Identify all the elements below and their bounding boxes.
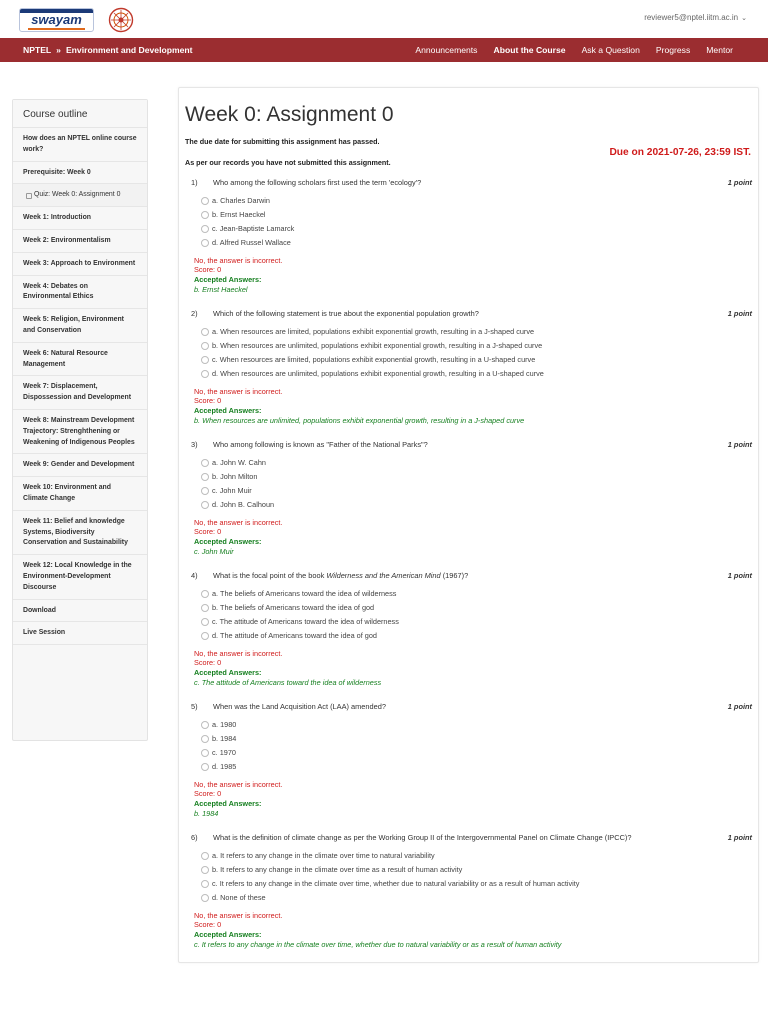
option-a[interactable] [201,196,270,205]
option-a[interactable] [201,458,266,467]
option-c[interactable] [201,617,399,626]
option-b[interactable] [201,603,374,612]
radio-button[interactable] [201,356,209,364]
accepted-answers-label: Accepted Answers: [194,799,262,808]
course-outline-sidebar [12,99,148,741]
option-label: c. When resources are limited, populations exhibit exponential growth, resulting in a U-shaped curve [212,355,536,364]
option-b[interactable] [201,865,462,874]
nav-progress[interactable]: Progress [655,45,691,55]
score-text: Score: 0 [194,920,222,929]
option-a[interactable] [201,327,534,336]
accepted-answers-label: Accepted Answers: [194,668,262,677]
option-d[interactable] [201,369,544,378]
sidebar-item-week-5[interactable]: Week 5: Religion, Environment and Conservation [13,309,147,343]
sidebar-item-week-1[interactable]: Week 1: Introduction [13,207,147,230]
option-label: a. When resources are limited, populations exhibit exponential growth, resulting in a J-shaped curve [212,327,535,336]
score-text: Score: 0 [194,789,222,798]
option-b[interactable] [201,210,266,219]
book-title: Wilderness and the American Mind [326,571,441,580]
accepted-answers-label: Accepted Answers: [194,275,262,284]
question-number: 4) [191,571,198,580]
option-label: a. 1980 [212,720,237,729]
option-c[interactable] [201,486,252,495]
question-text [191,702,386,711]
sidebar-item-week-8[interactable]: Week 8: Mainstream Development Trajectory: Strenghthening or Weakening of Indigenous Peoples [13,410,147,454]
radio-button[interactable] [201,197,209,205]
option-d[interactable] [201,893,266,902]
question-points: 1 point [727,440,752,449]
sidebar-title: Course outline [13,100,147,128]
radio-button[interactable] [201,590,209,598]
nav-links [415,38,733,62]
question-points: 1 point [727,702,752,711]
radio-button[interactable] [201,211,209,219]
course-navbar [0,38,768,62]
option-label: b. Ernst Haeckel [212,210,266,219]
option-label: a. John W. Cahn [212,458,266,467]
accepted-answer: b. When resources are unlimited, populations exhibit exponential growth, resulting in a J-shaped curve [194,416,525,425]
question-prompt: When was the Land Acquisition Act (LAA) amended? [213,702,386,711]
question-prompt [213,571,468,580]
radio-button[interactable] [201,370,209,378]
radio-button[interactable] [201,632,209,640]
question-points: 1 point [727,833,752,842]
question-prompt-start: What is the focal point of the book [213,571,327,580]
swayam-logo[interactable] [19,8,94,32]
radio-button[interactable] [201,852,209,860]
option-c[interactable] [201,748,236,757]
score-text: Score: 0 [194,658,222,667]
question-number: 6) [191,833,198,842]
radio-button[interactable] [201,894,209,902]
nav-ask-question[interactable]: Ask a Question [581,45,640,55]
option-a[interactable] [201,851,435,860]
option-a[interactable] [201,589,396,598]
question-prompt: What is the definition of climate change as per the Working Group II of the Intergovernmental Panel on Climate Change (IPCC)? [213,833,632,842]
radio-button[interactable] [201,866,209,874]
nptel-emblem-icon[interactable] [108,7,134,33]
radio-button[interactable] [201,604,209,612]
accepted-answers-label: Accepted Answers: [194,406,262,415]
user-email: reviewer5@nptel.iitm.ac.in [644,13,739,22]
accepted-answer: c. John Muir [194,547,234,556]
sidebar-item-how-nptel-works[interactable]: How does an NPTEL online course work? [13,128,147,162]
sidebar-item-week-3[interactable]: Week 3: Approach to Environment [13,253,147,276]
incorrect-feedback: No, the answer is incorrect. [194,256,283,265]
question-text [191,571,468,580]
question-prompt: Who among the following scholars first used the term 'ecology'? [213,178,422,187]
option-c[interactable] [201,224,294,233]
option-c[interactable] [201,355,535,364]
user-menu[interactable] [644,13,747,22]
accepted-answer: c. The attitude of Americans toward the idea of wilderness [194,678,382,687]
breadcrumb-nptel[interactable]: NPTEL [23,45,52,55]
breadcrumb [23,38,193,62]
option-c[interactable] [201,879,579,888]
incorrect-feedback: No, the answer is incorrect. [194,780,283,789]
score-text: Score: 0 [194,265,222,274]
question-points: 1 point [727,178,752,187]
option-label: c. 1970 [212,748,236,757]
radio-button[interactable] [201,763,209,771]
sidebar-item-week-11[interactable]: Week 11: Belief and knowledge Systems, Biodiversity Conservation and Sustainability [13,511,147,555]
accepted-answers-label: Accepted Answers: [194,537,262,546]
score-text: Score: 0 [194,396,222,405]
sidebar-item-prerequisite-week-0[interactable]: Prerequisite: Week 0 [13,162,147,185]
logo-underline [28,28,85,30]
option-a[interactable] [201,720,236,729]
nav-announcements[interactable]: Announcements [415,45,478,55]
swayam-logo-text: swayam [31,12,82,27]
option-label: b. 1984 [212,734,237,743]
option-b[interactable] [201,341,542,350]
nav-about-course[interactable]: About the Course [493,45,566,55]
question-number: 5) [191,702,198,711]
option-label: c. It refers to any change in the climate over time, whether due to natural variability or as a result of human activity [212,879,580,888]
incorrect-feedback: No, the answer is incorrect. [194,518,283,527]
sidebar-item-week-6[interactable]: Week 6: Natural Resource Management [13,343,147,377]
option-label: b. The beliefs of Americans toward the idea of god [212,603,375,612]
question-number: 3) [191,440,198,449]
sidebar-item-quiz-week-0[interactable]: Quiz: Week 0: Assignment 0 [13,184,147,207]
sidebar-item-download[interactable]: Download [13,600,147,623]
option-d[interactable] [201,762,236,771]
radio-button[interactable] [201,473,209,481]
question-prompt: Who among following is known as "Father of the National Parks"? [213,440,428,449]
score-text: Score: 0 [194,527,222,536]
radio-button[interactable] [201,618,209,626]
option-b[interactable] [201,472,257,481]
question-text [191,178,421,187]
option-label: d. When resources are unlimited, populations exhibit exponential growth, resulting in a U-shaped curve [212,369,544,378]
radio-button[interactable] [201,328,209,336]
radio-button[interactable] [201,721,209,729]
radio-button[interactable] [201,225,209,233]
accepted-answers-label: Accepted Answers: [194,930,262,939]
radio-button[interactable] [201,880,209,888]
accepted-answer: b. 1984 [194,809,219,818]
sidebar-item-live-session[interactable]: Live Session [13,622,147,645]
radio-button[interactable] [201,342,209,350]
radio-button[interactable] [201,459,209,467]
option-label: c. The attitude of Americans toward the idea of wilderness [212,617,399,626]
sidebar-item-week-2[interactable]: Week 2: Environmentalism [13,230,147,253]
option-label: c. John Muir [212,486,252,495]
option-label: c. Jean-Baptiste Lamarck [212,224,295,233]
radio-button[interactable] [201,749,209,757]
option-label: d. Alfred Russel Wallace [212,238,291,247]
sidebar-item-week-7[interactable]: Week 7: Displacement, Dispossession and Development [13,376,147,410]
breadcrumb-course[interactable]: Environment and Development [65,45,193,55]
sidebar-item-week-9[interactable]: Week 9: Gender and Development [13,454,147,477]
nav-mentor[interactable]: Mentor [706,45,733,55]
option-d[interactable] [201,631,377,640]
option-label: b. When resources are unlimited, populations exhibit exponential growth, resulting in a J-shaped curve [212,341,543,350]
incorrect-feedback: No, the answer is incorrect. [194,911,283,920]
top-header [0,0,768,38]
question-number: 2) [191,309,198,318]
option-label: a. The beliefs of Americans toward the idea of wilderness [212,589,397,598]
option-label: d. The attitude of Americans toward the idea of god [212,631,377,640]
radio-button[interactable] [201,239,209,247]
incorrect-feedback: No, the answer is incorrect. [194,387,283,396]
question-text [191,309,479,318]
option-b[interactable] [201,734,236,743]
option-label: d. 1985 [212,762,237,771]
option-label: b. John Milton [212,472,258,481]
question-prompt-end: (1967)? [440,571,469,580]
question-prompt: Which of the following statement is true about the exponential population growth? [213,309,479,318]
radio-button[interactable] [201,487,209,495]
radio-button[interactable] [201,501,209,509]
assignment-panel [178,87,759,963]
chevron-down-icon: ⌄ [741,14,747,22]
breadcrumb-separator: » [56,45,61,55]
option-label: b. It refers to any change in the climate over time as a result of human activity [212,865,463,874]
sidebar-item-week-10[interactable]: Week 10: Environment and Climate Change [13,477,147,511]
question-text [191,833,631,842]
accepted-answer: b. Ernst Haeckel [194,285,248,294]
option-d[interactable] [201,238,291,247]
due-passed-notice: The due date for submitting this assignment has passed. [185,137,380,146]
question-points: 1 point [727,571,752,580]
option-label: a. Charles Darwin [212,196,270,205]
option-d[interactable] [201,500,274,509]
incorrect-feedback: No, the answer is incorrect. [194,649,283,658]
question-points: 1 point [727,309,752,318]
due-date: Due on 2021-07-26, 23:59 IST. [609,147,751,158]
option-label: a. It refers to any change in the climate over time to natural variability [212,851,435,860]
question-number: 1) [191,178,198,187]
question-text [191,440,428,449]
sidebar-item-week-4[interactable]: Week 4: Debates on Environmental Ethics [13,276,147,310]
option-label: d. None of these [212,893,266,902]
option-label: d. John B. Calhoun [212,500,275,509]
sidebar-item-week-12[interactable]: Week 12: Local Knowledge in the Environment-Development Discourse [13,555,147,599]
radio-button[interactable] [201,735,209,743]
not-submitted-notice: As per our records you have not submitted this assignment. [185,158,391,167]
page-title: Week 0: Assignment 0 [185,103,394,126]
accepted-answer: c. It refers to any change in the climate over time, whether due to natural variability or as a result of human activity [194,940,562,949]
